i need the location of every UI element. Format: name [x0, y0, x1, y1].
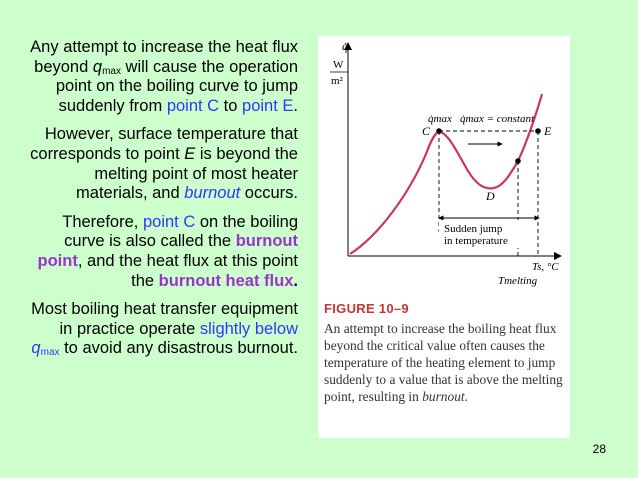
- p3-text-a: Therefore,: [62, 212, 143, 231]
- y-unit-numerator: W: [333, 59, 344, 71]
- p4-text-b: to avoid any disastrous burnout.: [59, 339, 298, 358]
- p1-text-a: Any attempt to increase the heat flux beyond: [30, 38, 298, 76]
- x-axis-label: Ts, °C: [532, 261, 559, 273]
- y-unit-denominator: m²: [331, 75, 343, 87]
- t-melting-label: Tmelting: [498, 275, 538, 287]
- point-e-text: point E: [242, 96, 294, 115]
- paragraph-1: [30, 38, 298, 116]
- p4-q-subscript: max: [40, 347, 60, 359]
- melting-point-marker: [515, 158, 521, 164]
- figure-caption: [324, 300, 568, 405]
- y-axis-symbol: q̇: [342, 39, 348, 53]
- point-c-marker: [436, 128, 442, 134]
- point-e-label: E: [544, 124, 552, 138]
- point-c-text: point C: [166, 96, 220, 115]
- slightly-below-text: slightly below: [199, 319, 298, 338]
- qmax-constant-label: q̇max = constant: [460, 113, 535, 125]
- qmax-label: q̇max: [428, 113, 452, 125]
- p2-text-b: is beyond the melting point of most heater materials, and: [76, 144, 298, 203]
- p3-point-c: point C: [142, 212, 196, 231]
- boiling-curve-diagram: [318, 36, 570, 298]
- q-subscript: max: [102, 65, 121, 77]
- caption-text: An attempt to increase the boiling heat flux beyond the critical value often causes the temperature of the heating element to jump suddenly to a value that is above the melting point, resulting in: [324, 321, 563, 404]
- page-number: 28: [592, 442, 606, 456]
- p2-end: occurs.: [240, 184, 298, 203]
- p4-text-a: Most boiling heat transfer equipment in practice operate: [31, 300, 298, 338]
- p2-e-symbol: E: [184, 144, 196, 163]
- jump-label-line2: in temperature: [444, 235, 508, 247]
- slide-text: [30, 38, 298, 368]
- burnout-point-term: burnout point: [37, 232, 298, 270]
- p4-q-symbol: q: [31, 339, 41, 358]
- point-e-marker: [535, 128, 541, 134]
- p3-text-b: on the boiling curve is also called the: [64, 212, 298, 251]
- caption-burnout: burnout: [422, 389, 465, 404]
- paragraph-3: [30, 213, 298, 291]
- q-symbol: q: [92, 57, 103, 76]
- p3-end: .: [293, 271, 298, 290]
- figure-panel: [318, 36, 570, 438]
- p1-end: .: [293, 96, 298, 115]
- p1-text-b: will cause the operation point on the boiling curve to jump suddenly from: [55, 57, 298, 115]
- burnout-heat-flux-term: burnout heat flux: [158, 271, 294, 290]
- p1-to: to: [219, 96, 243, 115]
- paragraph-4: [30, 300, 298, 359]
- point-d-label: D: [486, 189, 495, 203]
- point-c-label: C: [422, 124, 431, 138]
- caption-end: .: [464, 389, 468, 404]
- caption-title: FIGURE 10–9: [324, 301, 409, 316]
- jump-label-line1: Sudden jump: [444, 223, 503, 235]
- p3-text-c: , and the heat flux at this point the: [77, 251, 298, 290]
- paragraph-2: [30, 125, 298, 203]
- p2-text-a: However, surface temperature that corresponds to point: [30, 125, 298, 163]
- burnout-word: burnout: [184, 184, 241, 203]
